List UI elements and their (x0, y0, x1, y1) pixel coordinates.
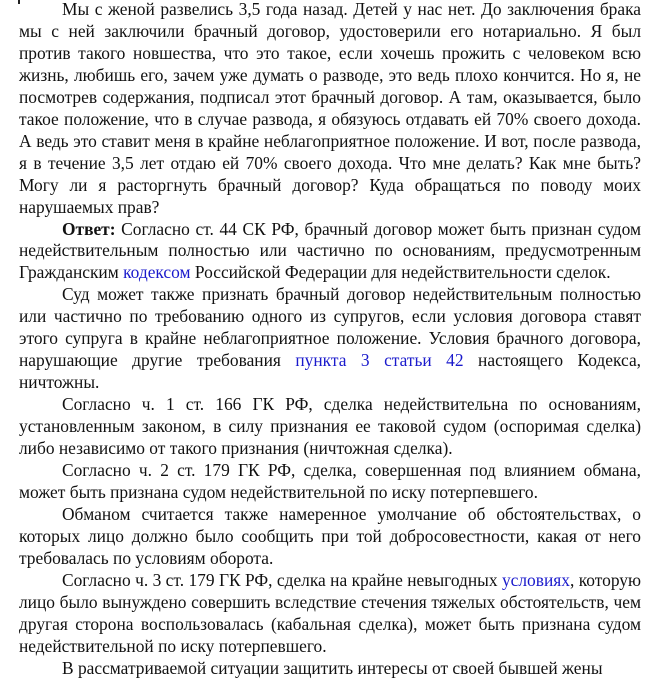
link-kodeksom[interactable]: кодексом (123, 262, 191, 283)
answer-paragraph-1 (19, 219, 641, 285)
answer-p2-text-before: Суд может также признать брачный договор недействительным полностью или частично по требованию одного из супругов, если условия договора ставят этого супруга в крайне неблагоприятное положение. Условия брачного договора, нарушающие другие требования (19, 284, 641, 371)
answer-p1-text-before: Согласно ст. 44 СК РФ, брачный договор может быть признан судом недействительным полностью или частично по основаниям, предусмотренным Гражданским (19, 218, 641, 283)
question-paragraph: Мы с женой развелись 3,5 года назад. Детей у нас нет. До заключения брака мы с ней заключили брачный договор, удостоверили его нотариально. Я был против такого новшества, что это такое, если хочешь прожить с человеком всю жизнь, любишь его, зачем уже думать о разводе, это ведь плохо кончится. Но я, не посмотрев содержания, подписал этот брачный договор. А там, оказывается, было такое положение, что в случае развода, я обязуюсь отдавать ей 70% своего дохода. А ведь это ставит меня в крайне неблагоприятное положение. И вот, после развода, я в течение 3,5 лет отдаю ей 70% своего дохода. Что мне делать? Как мне быть? Могу ли я расторгнуть брачный договор? Куда обращаться по поводу моих нарушаемых прав? (19, 0, 641, 217)
answer-paragraph-3: Согласно ч. 1 ст. 166 ГК РФ, сделка недействительна по основаниям, установленным законом, в силу признания ее таковой судом (оспоримая сделка) либо независимо от такого признания (ничтожная сделка). (19, 394, 641, 459)
link-usloviyah[interactable]: условиях (501, 569, 570, 590)
document-body (19, 0, 641, 680)
answer-p6-text-before: Согласно ч. 3 ст. 179 ГК РФ, сделка на крайне невыгодных (62, 569, 502, 590)
link-punkt-3-statya-42[interactable]: пункта 3 статьи 42 (295, 350, 464, 371)
answer-label: Ответ: (62, 218, 116, 239)
answer-paragraph-7-cut-off: В рассматриваемой ситуации защитить интересы от своей бывшей жены (62, 657, 603, 678)
answer-p1-text-after: Российской Федерации для недействительности сделок. (190, 262, 611, 283)
answer-paragraph-5: Обманом считается также намеренное умолчание об обстоятельствах, о которых лицо должно было сообщить при той добросовестности, какая от него требовалась по условиям оборота. (19, 503, 641, 568)
answer-paragraph-6 (19, 570, 641, 658)
answer-p2-text-after: настоящего Кодекса, ничтожны. (19, 350, 642, 393)
answer-paragraph-2 (19, 284, 641, 394)
answer-p6-text-after: , которую лицо было вынуждено совершить вследствие стечения тяжелых обстоятельств, чем другая сторона воспользовалась (кабальная сделка), может быть признана судом недействительной по иску потерпевшего. (19, 569, 641, 656)
answer-paragraph-4: Согласно ч. 2 ст. 179 ГК РФ, сделка, совершенная под влиянием обмана, может быть признана судом недействительной по иску потерпевшего. (19, 460, 641, 502)
